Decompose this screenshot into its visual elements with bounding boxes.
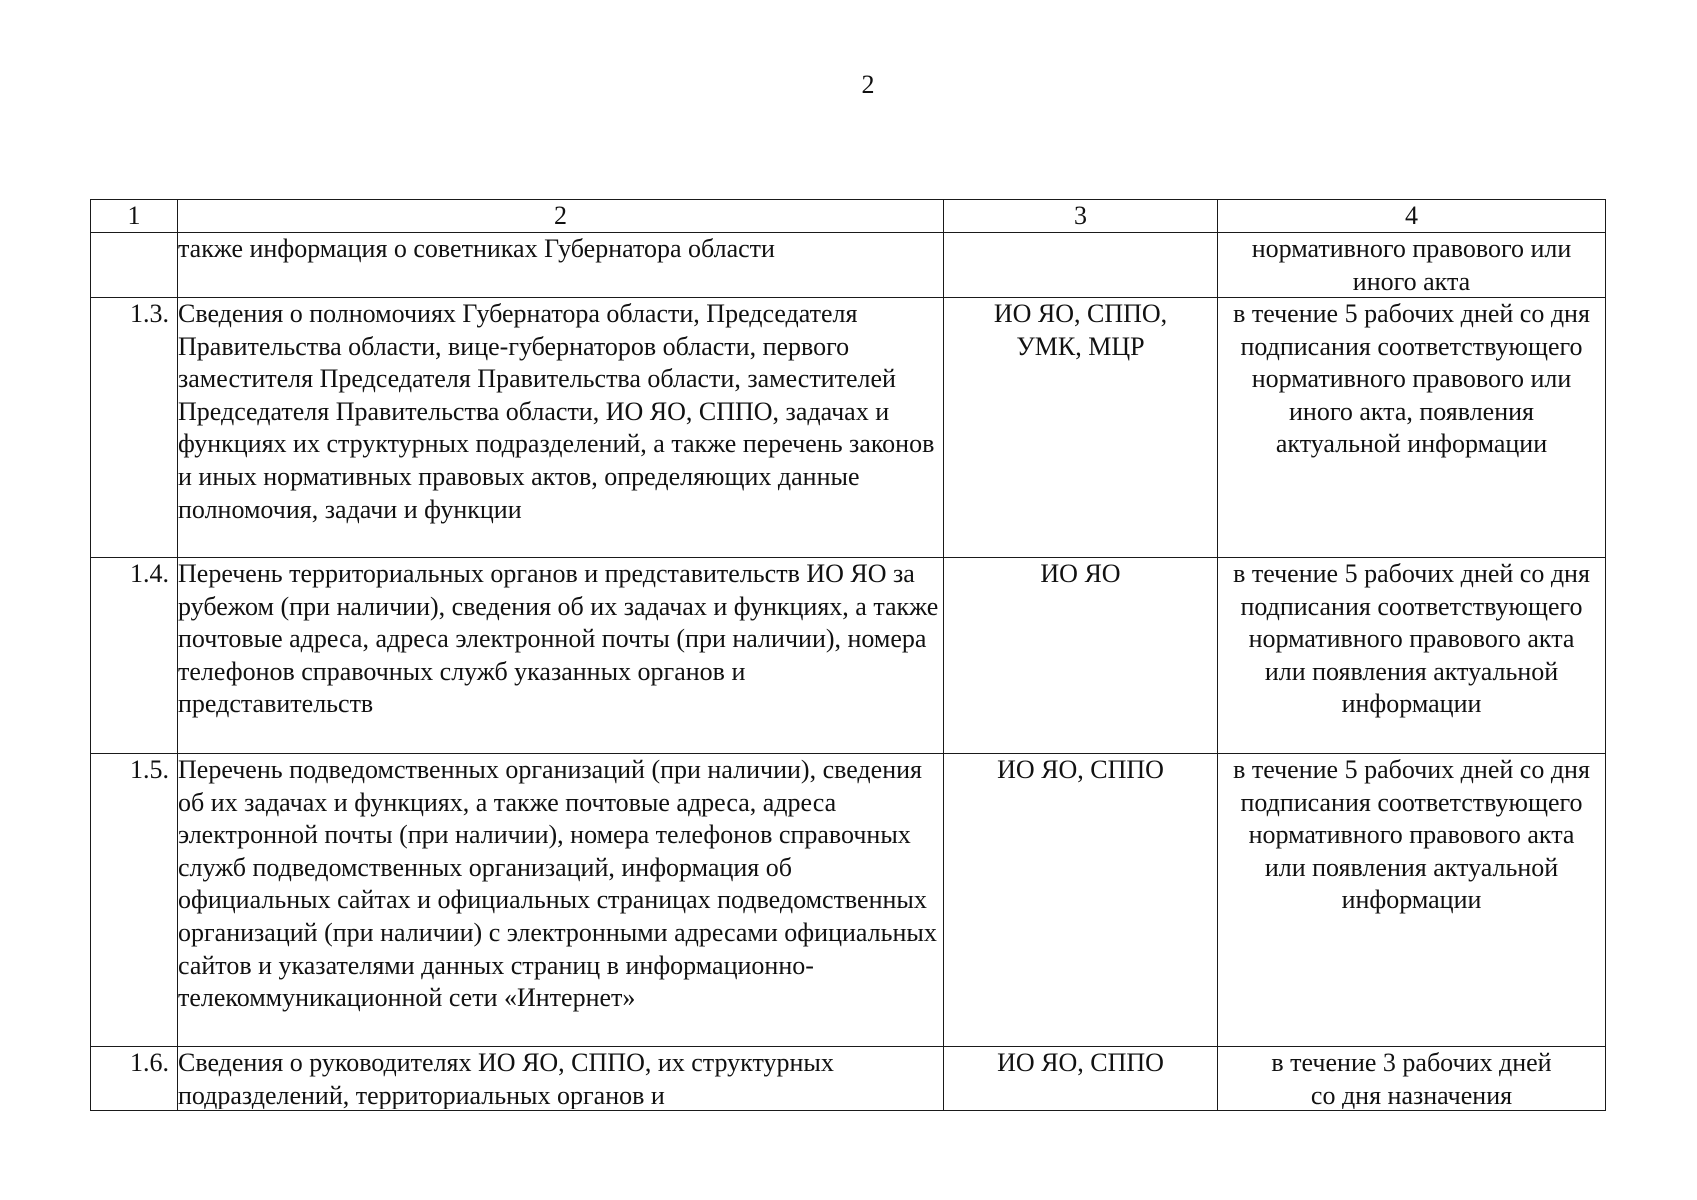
column-header: 1 — [91, 200, 178, 233]
item-number: 1.4. — [91, 558, 178, 754]
item-description: Сведения о руководителях ИО ЯО, СППО, их структурных подразделений, территориальных органов и — [178, 1047, 944, 1111]
item-deadline: нормативного правового или иного акта — [1218, 233, 1606, 298]
page-header — [0, 0, 1697, 120]
item-responsible: ИО ЯО — [944, 558, 1218, 754]
item-deadline: в течение 3 рабочих дней со дня назначения — [1218, 1047, 1606, 1111]
item-deadline: в течение 5 рабочих дней со дня подписания соответствующего нормативного правового акта или появления актуальной информации — [1218, 558, 1606, 754]
table-row — [91, 233, 1606, 298]
item-number: 1.3. — [91, 298, 178, 558]
item-number — [91, 233, 178, 298]
item-responsible: ИО ЯО, СППО — [944, 754, 1218, 1047]
item-number: 1.5. — [91, 754, 178, 1047]
item-deadline: в течение 5 рабочих дней со дня подписания соответствующего нормативного правового или иного акта, появления актуальной информации — [1218, 298, 1606, 558]
column-header: 2 — [178, 200, 944, 233]
item-deadline: в течение 5 рабочих дней со дня подписания соответствующего нормативного правового акта или появления актуальной информации — [1218, 754, 1606, 1047]
table-header-row — [91, 200, 1606, 233]
item-description: Перечень подведомственных организаций (при наличии), сведения об их задачах и функциях, а также почтовые адреса, адреса электронной почты (при наличии), номера телефонов справочных служб подведомственных организаций, информация об официальных сайтах и официальных страницах подведомственных организаций (при наличии) с электронными адресами официальных сайтов и указателями данных страниц в информационно-телекоммуникационной сети «Интернет» — [178, 754, 944, 1047]
table-row — [91, 558, 1606, 754]
item-number: 1.6. — [91, 1047, 178, 1111]
page-number: 2 — [861, 70, 875, 99]
column-header: 3 — [944, 200, 1218, 233]
item-responsible: ИО ЯО, СППО — [944, 1047, 1218, 1111]
column-header: 4 — [1218, 200, 1606, 233]
item-responsible — [944, 233, 1218, 298]
item-responsible: ИО ЯО, СППО, УМК, МЦР — [944, 298, 1218, 558]
document-table — [90, 199, 1606, 1111]
table-row — [91, 298, 1606, 558]
item-description: Перечень территориальных органов и представительств ИО ЯО за рубежом (при наличии), сведения об их задачах и функциях, а также почтовые адреса, адреса электронной почты (при наличии), номера телефонов справочных служб указанных органов и представительств — [178, 558, 944, 754]
item-description: Сведения о полномочиях Губернатора области, Председателя Правительства области, вице-губернаторов области, первого заместителя Председателя Правительства области, заместителей Председателя Правительства области, ИО ЯО, СППО, задачах и функциях их структурных подразделений, а также перечень законов и иных нормативных правовых актов, определяющих данные полномочия, задачи и функции — [178, 298, 944, 558]
item-description: также информация о советниках Губернатора области — [178, 233, 944, 298]
table-row — [91, 754, 1606, 1047]
table-row — [91, 1047, 1606, 1111]
